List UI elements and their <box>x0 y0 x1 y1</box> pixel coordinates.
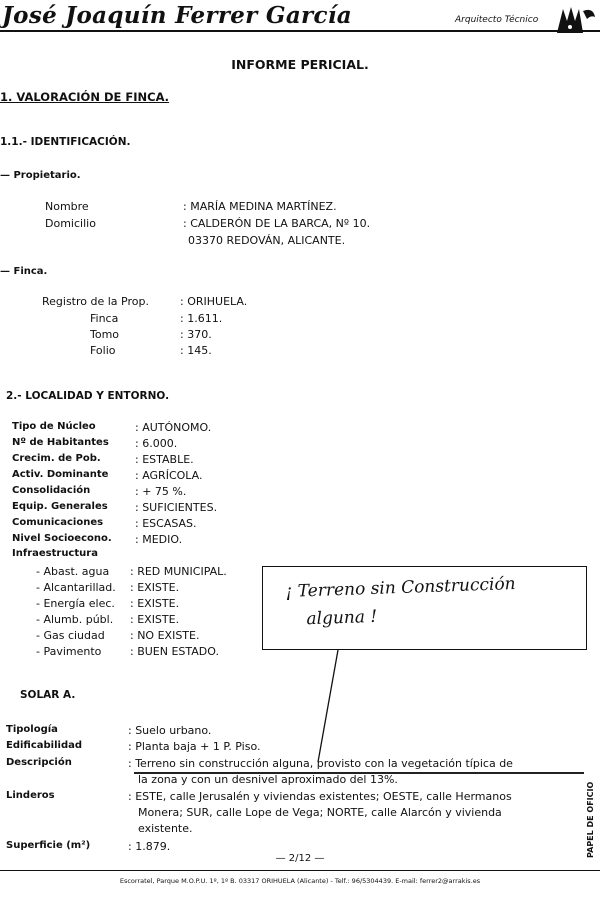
infra-label-5: - Pavimento <box>36 645 102 658</box>
prop-value-1: : CALDERÓN DE LA BARCA, Nº 10. <box>183 217 371 230</box>
entorno-value-5: : SUFICIENTES. <box>135 501 218 514</box>
entorno-label-4: Consolidación <box>12 485 91 496</box>
section-1-heading: 1. VALORACIÓN DE FINCA. <box>0 90 170 104</box>
entorno-label-0: Tipo de Núcleo <box>12 421 96 432</box>
section-2-heading: 2.- LOCALIDAD Y ENTORNO. <box>6 390 170 402</box>
author-name: José Joaquín Ferrer García <box>2 2 353 29</box>
annotation-line-1: ¡ Terreno sin Construcción <box>285 573 516 602</box>
entorno-value-6: : ESCASAS. <box>135 517 197 530</box>
infraestructura-heading: Infraestructura <box>12 548 98 559</box>
infra-value-2: : EXISTE. <box>130 597 180 610</box>
solar-value-1-0: : Planta baja + 1 P. Piso. <box>128 740 261 753</box>
solar-label-2: Descripción <box>6 757 72 768</box>
finca-value-0: : ORIHUELA. <box>180 295 248 308</box>
footer-rule <box>0 870 600 871</box>
solar-heading: SOLAR A. <box>20 689 76 701</box>
entorno-label-7: Nivel Socioecono. <box>12 533 112 544</box>
infra-value-4: : NO EXISTE. <box>130 629 200 642</box>
entorno-label-1: Nº de Habitantes <box>12 437 109 448</box>
solar-label-3: Linderos <box>6 790 55 801</box>
prop-label-0: Nombre <box>45 200 89 213</box>
entorno-value-7: : MEDIO. <box>135 533 183 546</box>
finca-label-3: Folio <box>90 344 116 357</box>
finca-label-1: Finca <box>90 312 119 325</box>
infra-value-0: : RED MUNICIPAL. <box>130 565 227 578</box>
solar-label-0: Tipología <box>6 724 58 735</box>
infra-label-0: - Abast. agua <box>36 565 110 578</box>
solar-value-2-1: la zona y con un desnivel aproximado del 13%. <box>138 773 398 786</box>
prop-value-0: : MARÍA MEDINA MARTÍNEZ. <box>183 200 337 213</box>
annotation-line-2: alguna ! <box>306 606 378 630</box>
prop-value-2: 03370 REDOVÁN, ALICANTE. <box>188 234 346 247</box>
solar-value-3-0: : ESTE, calle Jerusalén y viviendas existentes; OESTE, calle Hermanos <box>128 790 512 803</box>
entorno-value-4: : + 75 %. <box>135 485 187 498</box>
entorno-value-2: : ESTABLE. <box>135 453 194 466</box>
infra-label-4: - Gas ciudad <box>36 629 105 642</box>
finca-label-2: Tomo <box>90 328 120 341</box>
solar-label-4: Superficie (m²) <box>6 840 91 851</box>
entorno-value-0: : AUTÓNOMO. <box>135 421 212 434</box>
finca-value-3: : 145. <box>180 344 212 357</box>
entorno-label-5: Equip. Generales <box>12 501 108 512</box>
entorno-value-3: : AGRÍCOLA. <box>135 469 203 482</box>
solar-label-1: Edificabilidad <box>6 740 83 751</box>
finca-heading: — Finca. <box>0 266 48 277</box>
solar-value-4-0: : 1.879. <box>128 840 171 853</box>
propietario-heading: — Propietario. <box>0 170 81 181</box>
footer-address: Escorratel, Parque M.O.P.U. 1º, 1º B. 03317 ORIHUELA (Alicante) - Telf.: 96/5304439. E-mail: ferrer2@arrakis.es <box>119 877 481 885</box>
infra-value-3: : EXISTE. <box>130 613 180 626</box>
solar-value-3-2: existente. <box>138 822 193 835</box>
entorno-value-1: : 6.000. <box>135 437 178 450</box>
side-margin-text: PAPEL DE OFICIO <box>586 781 595 858</box>
finca-label-0: Registro de la Prop. <box>42 295 149 308</box>
infra-label-3: - Alumb. públ. <box>36 613 114 626</box>
entorno-label-3: Activ. Dominante <box>12 469 109 480</box>
section-1-1-heading: 1.1.- IDENTIFICACIÓN. <box>0 136 131 148</box>
document-title: INFORME PERICIAL. <box>231 57 369 72</box>
finca-value-1: : 1.611. <box>180 312 223 325</box>
solar-value-2-0: : Terreno sin construcción alguna, provisto con la vegetación típica de <box>128 757 513 770</box>
finca-value-2: : 370. <box>180 328 212 341</box>
entorno-label-6: Comunicaciones <box>12 517 104 528</box>
page-number: — 2/12 — <box>275 853 325 864</box>
infra-label-2: - Energía elec. <box>36 597 115 610</box>
prop-label-1: Domicilio <box>45 217 96 230</box>
solar-value-0-0: : Suelo urbano. <box>128 724 212 737</box>
infra-value-5: : BUEN ESTADO. <box>130 645 219 658</box>
solar-value-3-1: Monera; SUR, calle Lope de Vega; NORTE, calle Alarcón y vivienda <box>138 806 502 819</box>
author-role: Arquitecto Técnico <box>455 15 539 25</box>
infra-value-1: : EXISTE. <box>130 581 180 594</box>
entorno-label-2: Crecim. de Pob. <box>12 453 101 464</box>
infra-label-1: - Alcantarillad. <box>36 581 116 594</box>
